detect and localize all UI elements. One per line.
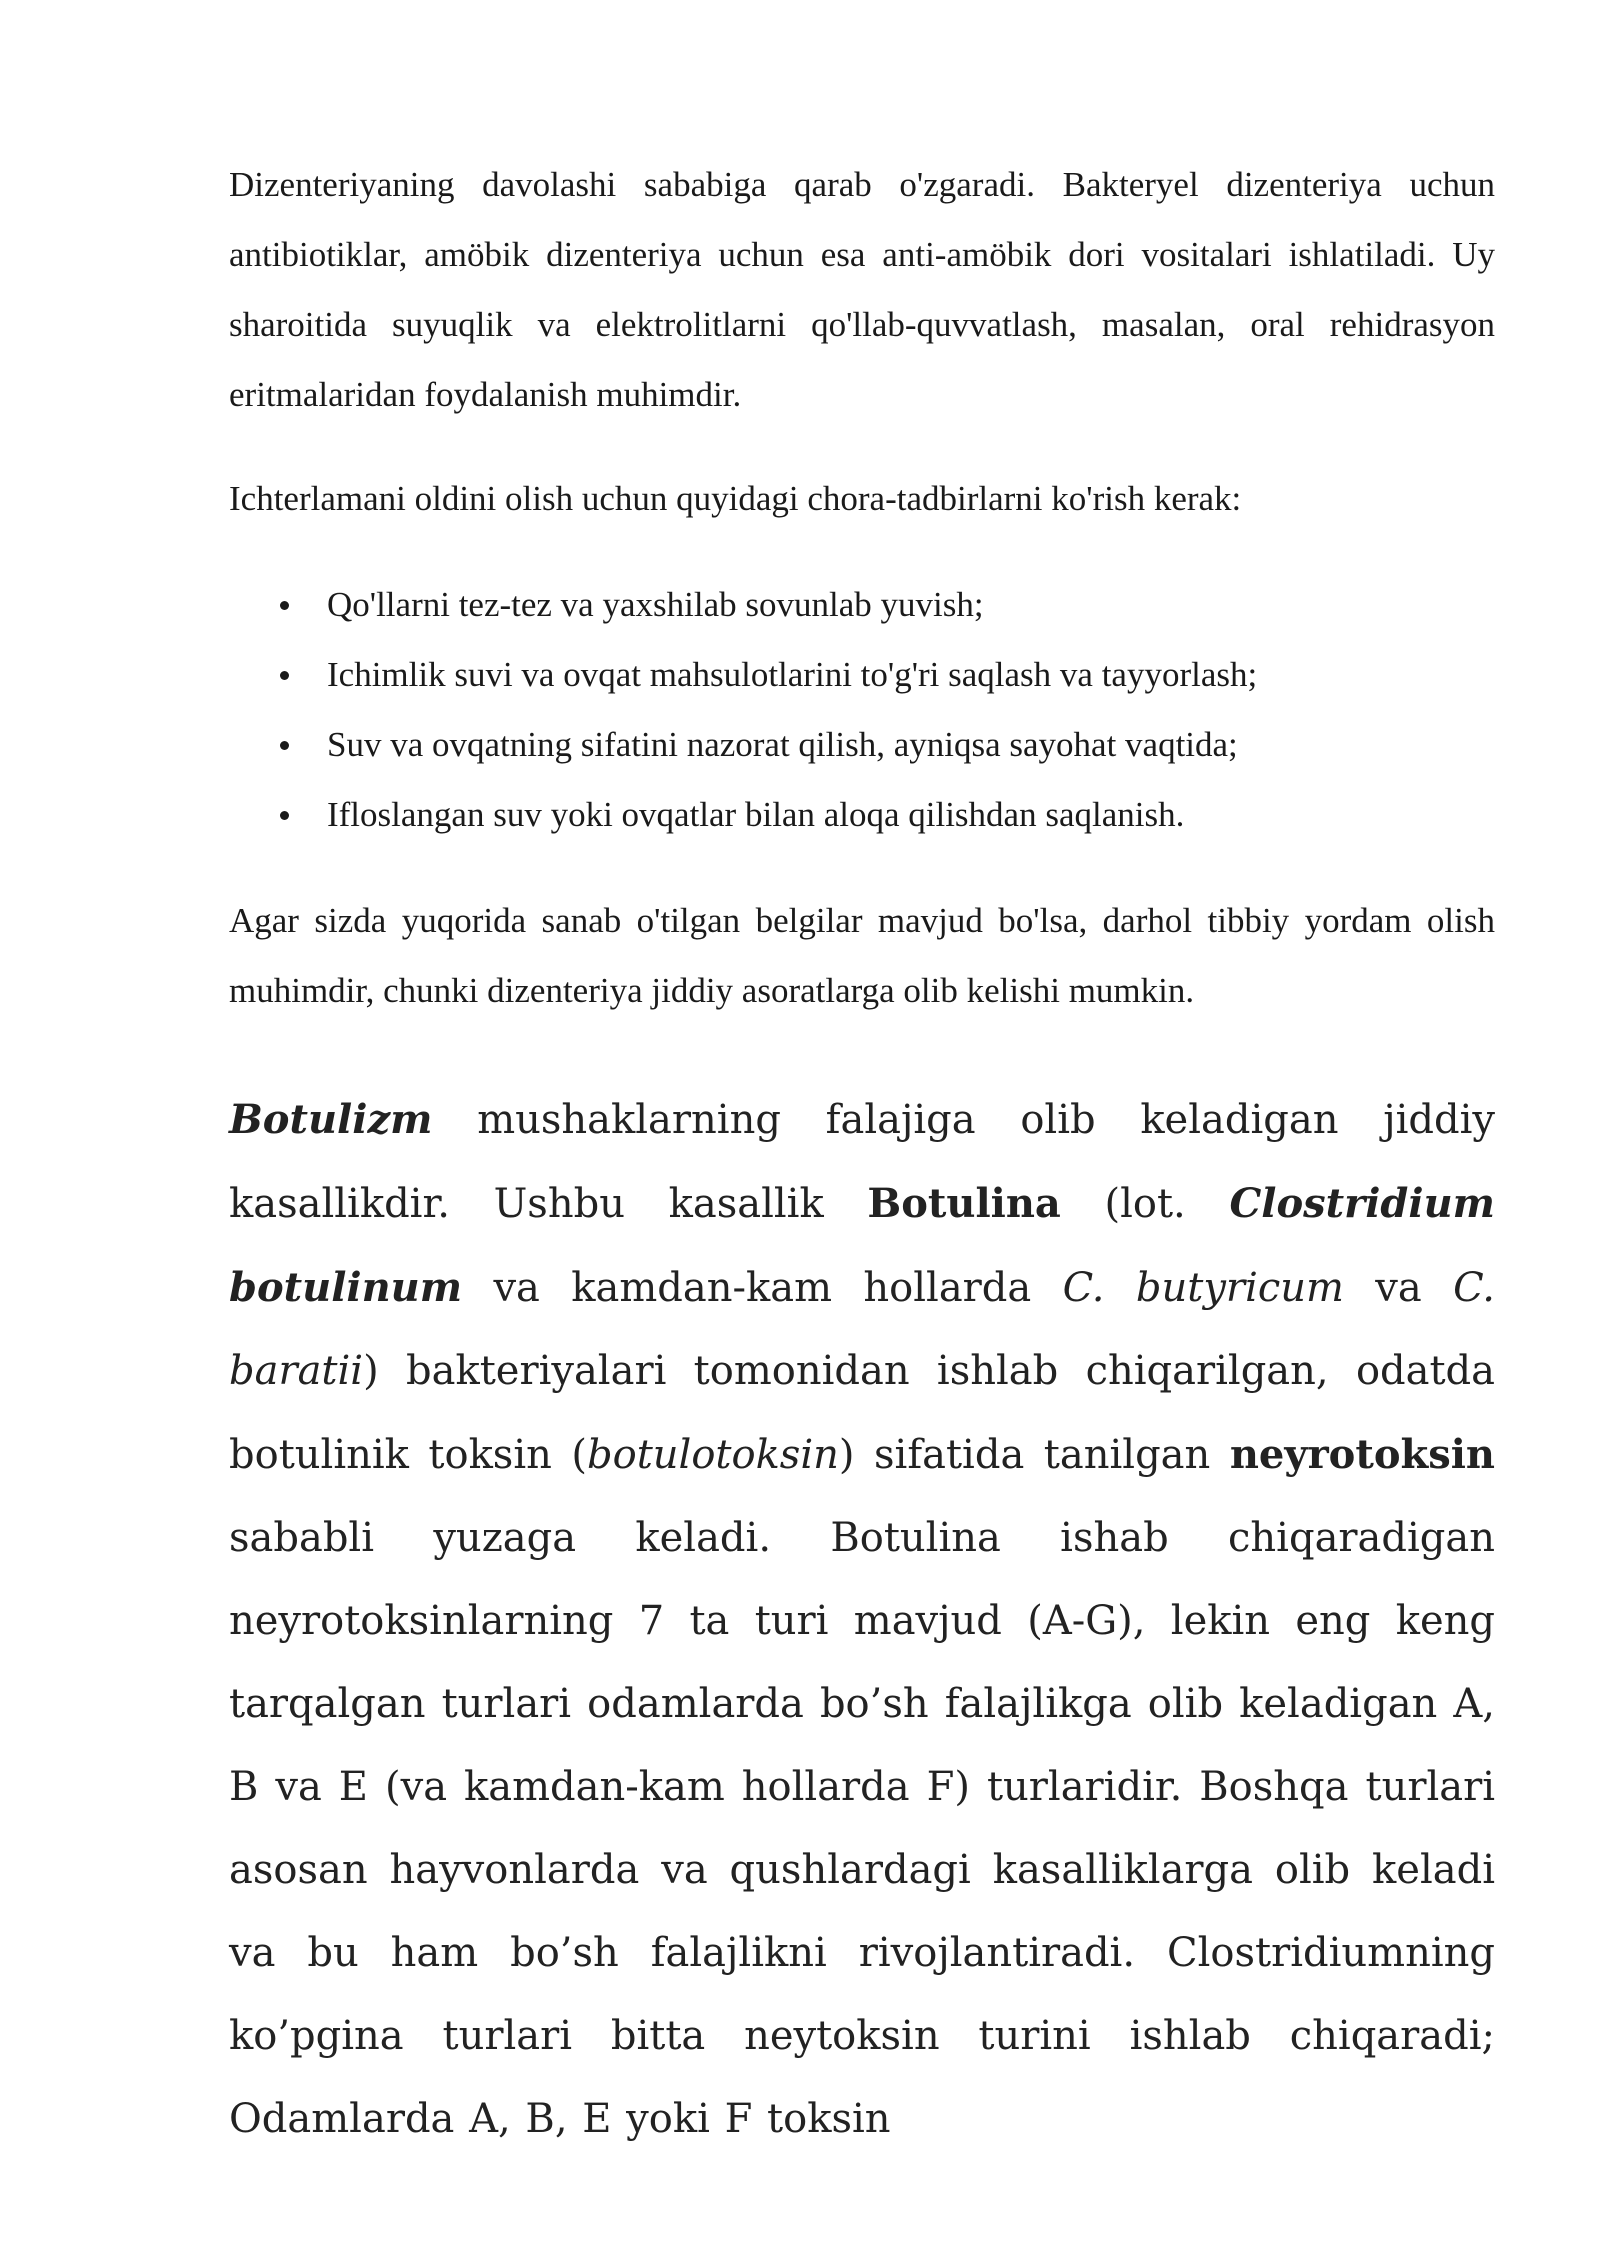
botulotoksin-term: botulotoksin (587, 1432, 839, 1478)
clostridium-botulinum-term: Clostridium botulinum (229, 1180, 1495, 1311)
botulism-text-2: (lot. (1060, 1181, 1230, 1227)
list-item-text: Ichimlik suvi va ovqat mahsulotlarini to'g'ri saqlash va tayyorlash; (327, 655, 1258, 694)
list-item-text: Ifloslangan suv yoki ovqatlar bilan aloqa qilishdan saqlanish. (327, 795, 1185, 834)
botulism-term: Botulizm (229, 1096, 433, 1143)
medical-help-paragraph: Agar sizda yuqorida sanab o'tilgan belgilar mavjud bo'lsa, darhol tibbiy yordam olish muhimdir, chunki dizenteriya jiddiy asoratlarga olib kelishi mumkin. (229, 901, 1495, 1010)
botulism-text-1: mushaklarning falajiga olib keladigan jiddiy kasallikdir. Ushbu kasallik (229, 1097, 1495, 1227)
bullet-icon (280, 741, 289, 750)
botulism-text-4: va (1343, 1265, 1454, 1311)
prevention-list (229, 570, 1495, 850)
list-item (229, 570, 1495, 640)
neyrotoksin-term: neyrotoksin (1229, 1431, 1496, 1478)
botulism-paragraph (229, 1078, 1495, 2161)
document-page (229, 150, 1495, 2161)
bullet-icon (280, 671, 289, 680)
botulism-text-7: sababli yuzaga keladi. Botulina ishab chiqaradigan neyrotoksinlarning 7 ta turi mavjud (A-G), lekin eng keng tarqalgan turlari odamlarda bo’sh falajlikga olib keladigan A, B va E (va kamdan-kam hollarda F) turlaridir. Boshqa turlari asosan hayvonlarda va qushlardagi kasalliklarga olib keladi va bu ham bo’sh falajlikni rivojlantiradi. Clostridiumning ko’pgina turlari bitta neytoksin turini ishlab chiqaradi; Odamlarda A, B, E yoki F toksin (229, 1515, 1495, 2142)
list-item-text: Suv va ovqatning sifatini nazorat qilish, ayniqsa sayohat vaqtida; (327, 725, 1238, 764)
botulina-term: Botulina (867, 1180, 1061, 1227)
botulism-text-5: ) bakteriyalari tomonidan ishlab chiqarilgan, odatda botulinik toksin ( (229, 1348, 1495, 1478)
c-butyricum-term: C. butyricum (1062, 1265, 1344, 1311)
bullet-icon (280, 811, 289, 820)
list-item (229, 710, 1495, 780)
c-baratii-term: C. baratii (229, 1265, 1496, 1394)
list-item-text: Qo'llarni tez-tez va yaxshilab sovunlab yuvish; (327, 585, 984, 624)
list-item (229, 780, 1495, 850)
botulism-text-3: va kamdan-kam hollarda (462, 1265, 1063, 1311)
prevention-intro-paragraph: Ichterlamani oldini olish uchun quyidagi chora-tadbirlarni ko'rish kerak: (229, 479, 1242, 518)
botulism-text-6: ) sifatida tanilgan (838, 1432, 1230, 1478)
bullet-icon (280, 601, 289, 610)
treatment-paragraph: Dizenteriyaning davolashi sababiga qarab o'zgaradi. Bakteryel dizenteriya uchun antibiotiklar, amöbik dizenteriya uchun esa anti-amöbik dori vositalari ishlatiladi. Uy sharoitida suyuqlik va elektrolitlarni qo'llab-quvvatlash, masalan, oral rehidrasyon eritmalaridan foydalanish muhimdir. (229, 165, 1495, 414)
list-item (229, 640, 1495, 710)
